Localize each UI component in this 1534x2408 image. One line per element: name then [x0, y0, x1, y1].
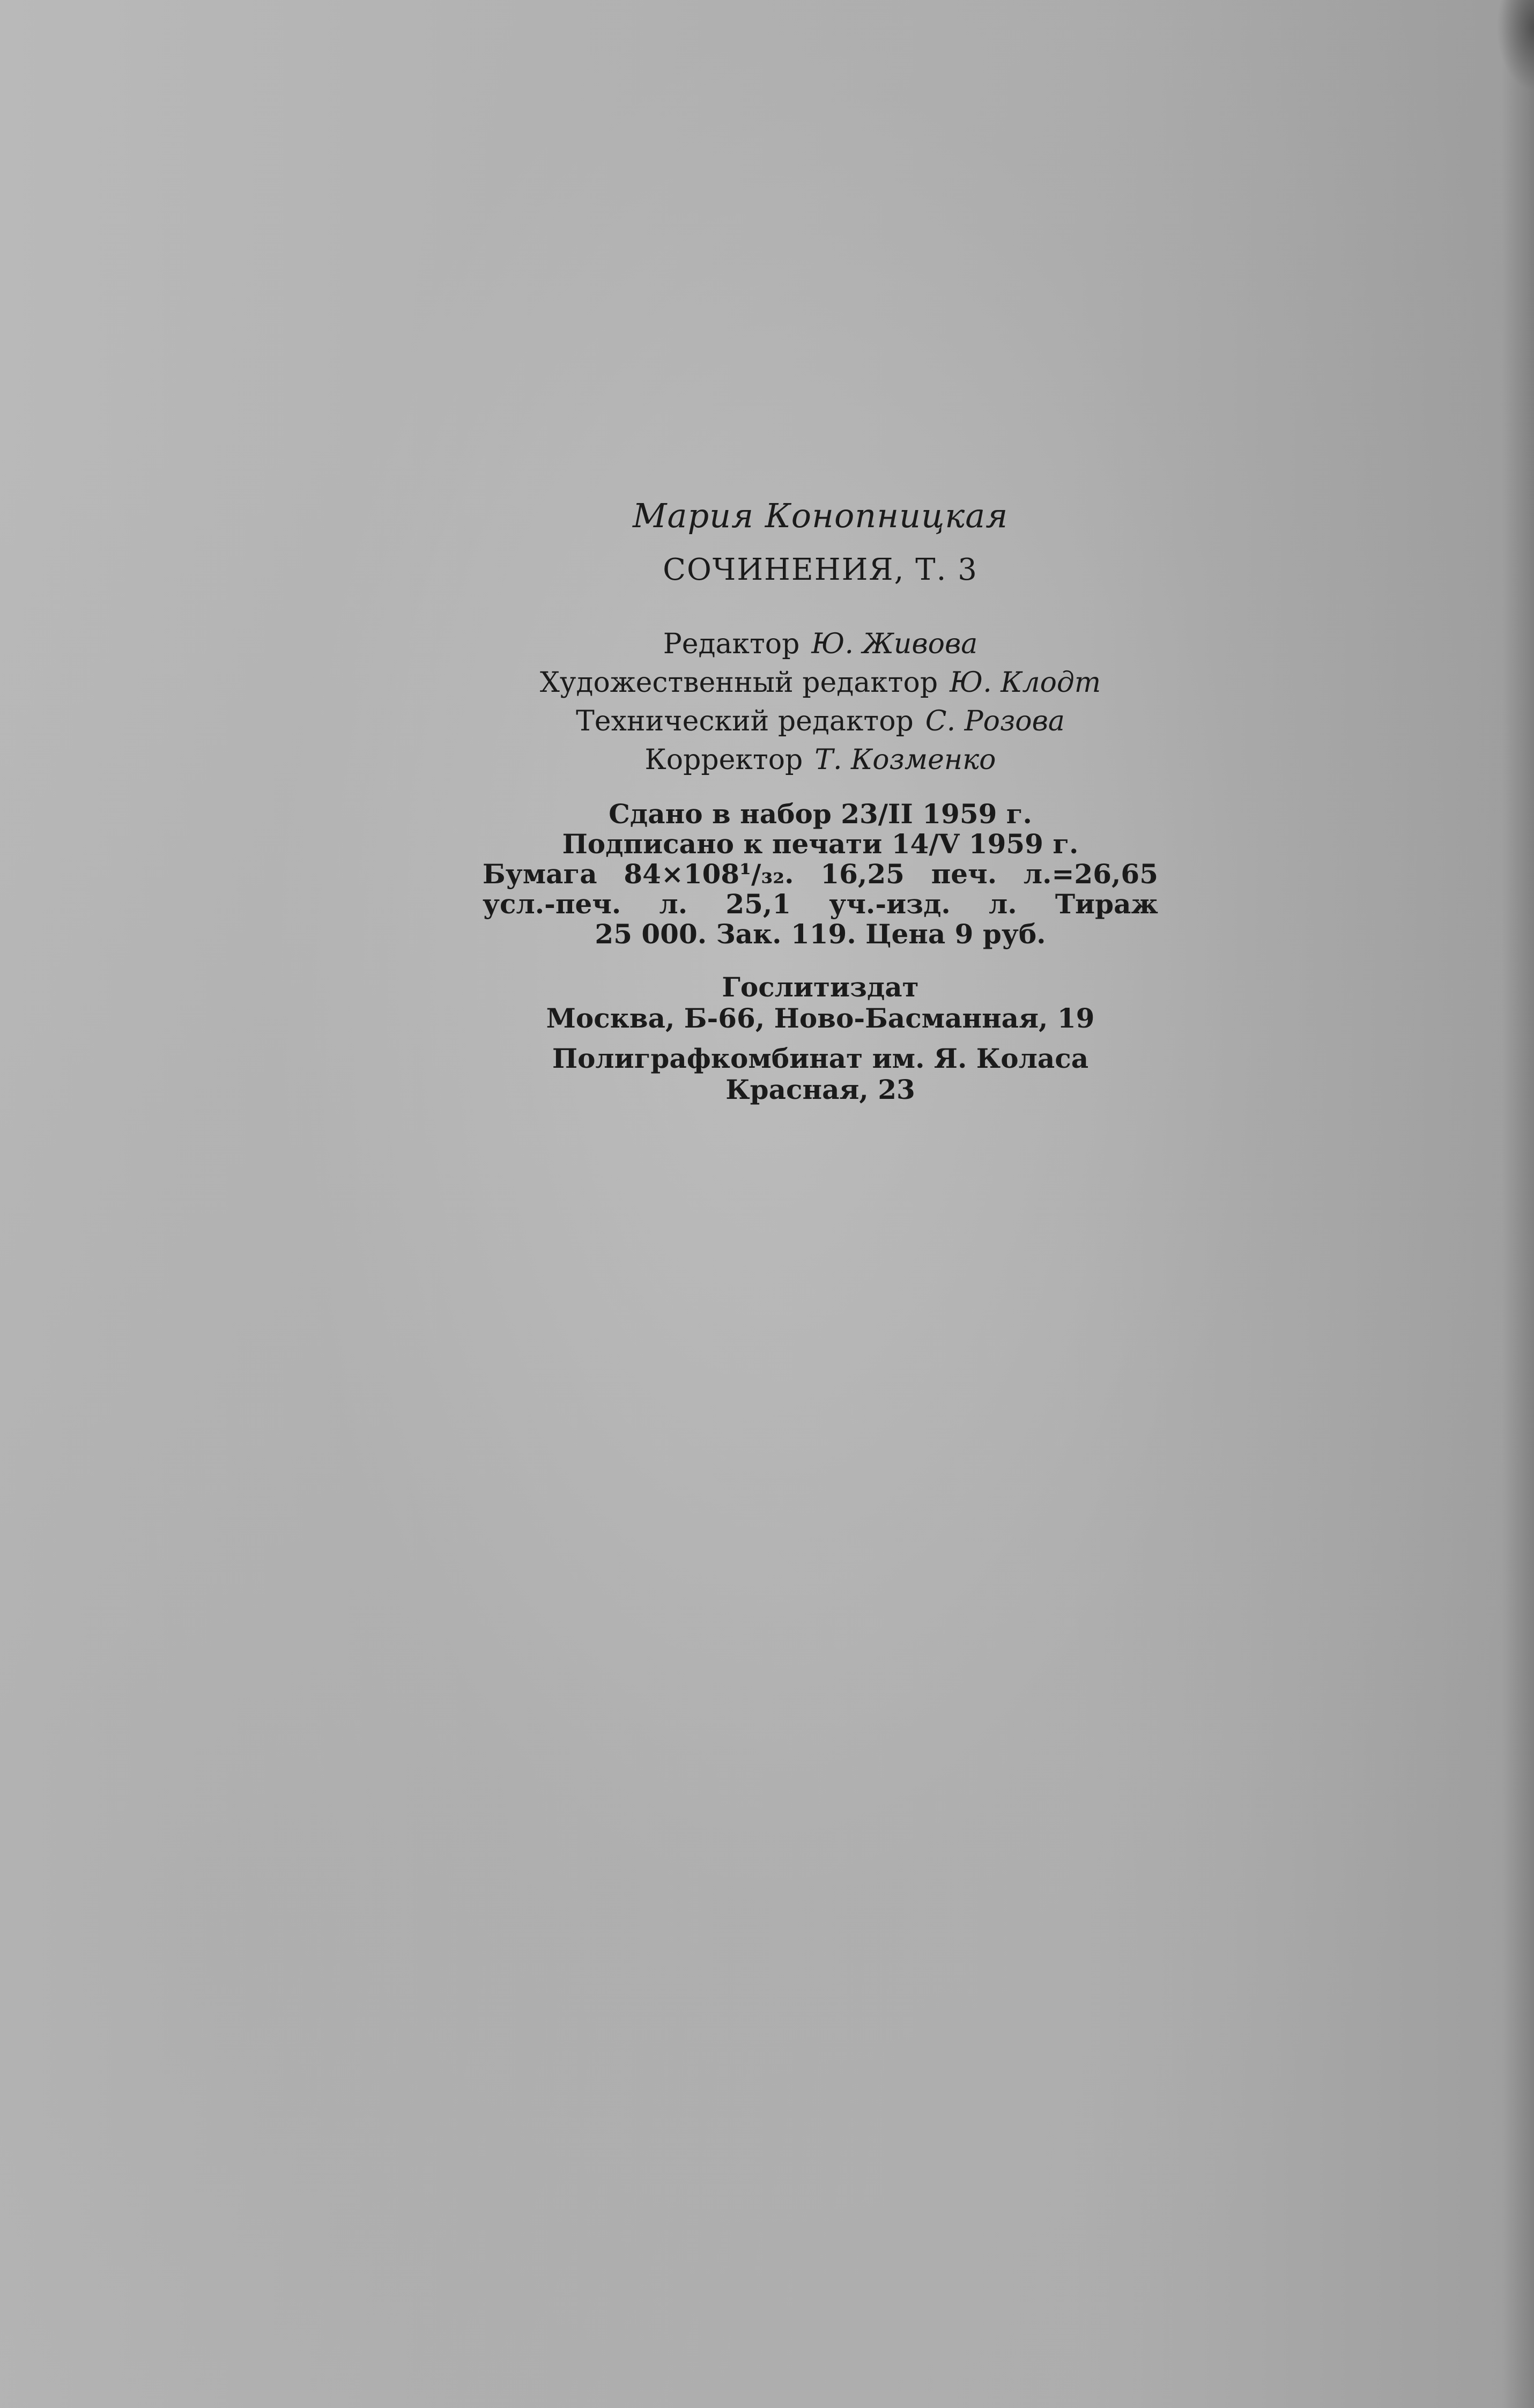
credit-proofreader [472, 741, 1169, 779]
publisher-block [504, 972, 1137, 1034]
author-name: Мария Конопницкая [633, 496, 1009, 535]
credits-block [472, 625, 1169, 779]
print-info-line: Сдано в набор 23/II 1959 г. [609, 798, 1032, 830]
credit-art-editor [472, 663, 1169, 702]
print-info-line: усл.-печ. л. 25,1 уч.-изд. л. Тираж [483, 888, 1158, 920]
publisher-name: Гослитиздат [722, 971, 919, 1003]
print-info-line: Бумага 84×108¹/₃₂. 16,25 печ. л.=26,65 [483, 858, 1158, 890]
credit-editor [472, 625, 1169, 663]
credit-role: Корректор [644, 744, 803, 776]
print-info-line: 25 000. Зак. 119. Цена 9 руб. [595, 918, 1046, 950]
print-info-block [483, 799, 1158, 949]
credit-role: Технический редактор [576, 705, 914, 737]
printer-address: Красная, 23 [725, 1074, 915, 1105]
print-info-line: Подписано к печати 14/V 1959 г. [562, 828, 1079, 860]
credit-person: Т. Козменко [814, 744, 996, 776]
page-corner-mark [1496, 0, 1534, 91]
credit-role: Редактор [663, 628, 800, 660]
publisher-address: Москва, Б-66, Ново-Басманная, 19 [546, 1002, 1095, 1034]
credit-person: С. Розова [925, 705, 1065, 737]
book-title: СОЧИНЕНИЯ, Т. 3 [663, 552, 978, 587]
credit-role: Художественный редактор [539, 667, 938, 699]
credit-tech-editor [472, 702, 1169, 741]
printer-name: Полиграфкомбинат им. Я. Коласа [552, 1043, 1089, 1074]
printer-block [504, 1043, 1137, 1105]
credit-person: Ю. Клодт [950, 667, 1101, 699]
credit-person: Ю. Живова [811, 628, 978, 660]
page-edge-shadow [1502, 0, 1534, 2408]
